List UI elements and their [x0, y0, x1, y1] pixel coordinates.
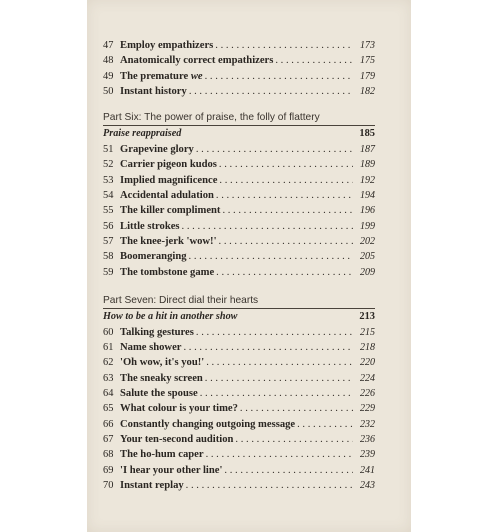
entry-title: Employ empathizers — [120, 40, 214, 51]
dot-leader — [189, 249, 353, 264]
entry-page: 205 — [360, 251, 375, 263]
entry-number: 50 — [103, 85, 114, 97]
dot-leader — [206, 355, 353, 370]
entry-title: Name shower — [120, 342, 182, 354]
dot-leader — [216, 188, 353, 203]
entry-title: 'Oh wow, it's you!' — [120, 357, 205, 369]
entry-title: Talking gestures — [120, 326, 194, 338]
entry-title: The tombstone game — [120, 266, 215, 278]
dot-leader — [219, 234, 353, 249]
part-heading: Part Seven: Direct dial their hearts — [103, 294, 259, 306]
table-of-contents — [103, 38, 375, 493]
dot-leader — [216, 265, 353, 280]
entry-number: 53 — [103, 174, 114, 186]
entry-number: 69 — [103, 464, 114, 476]
entry-page: 236 — [360, 433, 375, 445]
entry-number: 62 — [103, 357, 114, 369]
part-heading: Part Six: The power of praise, the folly of flattery — [103, 112, 320, 124]
dot-leader — [219, 157, 353, 172]
entry-title: Instant history — [120, 85, 187, 97]
entry-page: 241 — [360, 464, 375, 476]
entry-page: 232 — [360, 418, 375, 430]
part-six-entries — [103, 142, 375, 280]
dot-leader — [235, 432, 353, 447]
entry-page: 182 — [360, 85, 375, 97]
dot-leader — [240, 401, 353, 416]
entry-number: 49 — [103, 70, 114, 82]
entry-number: 56 — [103, 220, 114, 232]
entry-number: 60 — [103, 326, 114, 338]
entry-title: Implied magnificence — [120, 174, 218, 186]
entry-page: 226 — [360, 388, 375, 400]
entry-page: 243 — [360, 479, 375, 491]
toc-entry — [103, 219, 375, 234]
dot-leader — [186, 478, 353, 493]
entry-page: 175 — [360, 55, 375, 67]
entry-title: Grapevine glory — [120, 144, 194, 156]
part-intro — [103, 125, 375, 142]
toc-entry — [103, 203, 375, 218]
dot-leader — [206, 447, 353, 462]
entry-number: 64 — [103, 388, 114, 400]
entry-page: 224 — [360, 372, 375, 384]
dot-leader — [189, 84, 353, 99]
entry-title: Carrier pigeon kudos — [120, 159, 217, 171]
toc-entry — [103, 478, 375, 493]
toc-entry — [103, 401, 375, 416]
toc-entry — [103, 234, 375, 249]
entry-title: Boomeranging — [120, 251, 187, 263]
toc-entry — [103, 69, 375, 84]
dot-leader — [224, 463, 353, 478]
toc-entry — [103, 84, 375, 99]
toc-entry — [103, 157, 375, 172]
entry-title: Anatomically correct empathizers — [120, 55, 274, 67]
toc-entry — [103, 173, 375, 188]
entry-number: 65 — [103, 403, 114, 415]
toc-entry — [103, 371, 375, 386]
entry-page: 229 — [360, 403, 375, 415]
entry-number: 67 — [103, 433, 114, 445]
dot-leader — [219, 173, 353, 188]
dot-leader — [205, 69, 353, 84]
entry-title: The killer compliment — [120, 205, 221, 217]
entry-number: 47 — [103, 40, 114, 51]
toc-entry — [103, 463, 375, 478]
entry-title-italic: we — [190, 70, 203, 82]
entry-page: 209 — [360, 266, 375, 278]
entry-title: Salute the spouse — [120, 388, 198, 400]
entry-page: 202 — [360, 235, 375, 247]
dot-leader — [215, 38, 353, 53]
entry-page: 179 — [360, 70, 375, 82]
entry-title: 'I hear your other line' — [120, 464, 223, 476]
toc-entry — [103, 355, 375, 370]
toc-entry — [103, 447, 375, 462]
entry-title: Constantly changing outgoing message — [120, 418, 296, 430]
part-intro — [103, 308, 375, 325]
entry-page: 189 — [360, 159, 375, 171]
toc-part-six — [103, 111, 375, 280]
entry-number: 58 — [103, 251, 114, 263]
toc-entry — [103, 386, 375, 401]
entry-number: 59 — [103, 266, 114, 278]
entry-page: 192 — [360, 174, 375, 186]
entry-title — [119, 69, 203, 84]
toc-entry — [103, 249, 375, 264]
entry-number: 55 — [103, 205, 114, 217]
entry-title: Instant replay — [120, 479, 184, 491]
entry-number: 51 — [103, 144, 114, 156]
toc-entry — [103, 265, 375, 280]
entry-title: The knee-jerk 'wow!' — [120, 235, 217, 247]
toc-entry — [103, 142, 375, 157]
toc-entry — [103, 325, 375, 340]
entry-page: 220 — [360, 357, 375, 369]
toc-entry — [103, 188, 375, 203]
entry-page: 196 — [360, 205, 375, 217]
toc-entry — [103, 417, 375, 432]
toc-group-continued — [103, 38, 375, 99]
entry-page: 173 — [360, 40, 375, 51]
part-intro-page: 185 — [359, 128, 375, 140]
entry-number: 63 — [103, 372, 114, 384]
entry-number: 57 — [103, 235, 114, 247]
dot-leader — [182, 219, 353, 234]
entry-page: 239 — [360, 449, 375, 461]
entry-page: 215 — [360, 326, 375, 338]
entry-number: 68 — [103, 449, 114, 461]
dot-leader — [200, 386, 353, 401]
dot-leader — [275, 53, 353, 68]
entry-page: 199 — [360, 220, 375, 232]
dot-leader — [196, 142, 353, 157]
part-intro-title: How to be a hit in another show — [103, 310, 238, 322]
toc-entry — [103, 340, 375, 355]
toc-entry — [103, 432, 375, 447]
part-intro-title: Praise reappraised — [103, 128, 182, 140]
entry-number: 52 — [103, 159, 114, 171]
entry-title-text: The premature — [120, 70, 191, 82]
entry-title: Your ten-second audition — [120, 433, 234, 445]
entry-page: 218 — [360, 342, 375, 354]
dot-leader — [184, 340, 354, 355]
dot-leader — [205, 371, 353, 386]
toc-entry — [103, 53, 375, 68]
entry-page: 194 — [360, 190, 375, 202]
toc-part-seven — [103, 294, 375, 493]
entry-title: Little strokes — [120, 220, 180, 232]
entry-title: Accidental adulation — [120, 190, 214, 202]
dot-leader — [222, 203, 353, 218]
part-seven-entries — [103, 325, 375, 493]
entry-number: 48 — [103, 55, 114, 67]
entry-number: 54 — [103, 190, 114, 202]
part-intro-page: 213 — [359, 310, 375, 322]
dot-leader — [196, 325, 353, 340]
dot-leader — [297, 417, 353, 432]
entry-title: The sneaky screen — [120, 372, 203, 384]
entry-title: What colour is your time? — [120, 403, 238, 415]
entry-number: 66 — [103, 418, 114, 430]
entry-page: 187 — [360, 144, 375, 156]
entry-number: 70 — [103, 479, 114, 491]
entry-number: 61 — [103, 342, 114, 354]
toc-entry — [103, 38, 375, 53]
entry-title: The ho-hum caper — [120, 449, 204, 461]
